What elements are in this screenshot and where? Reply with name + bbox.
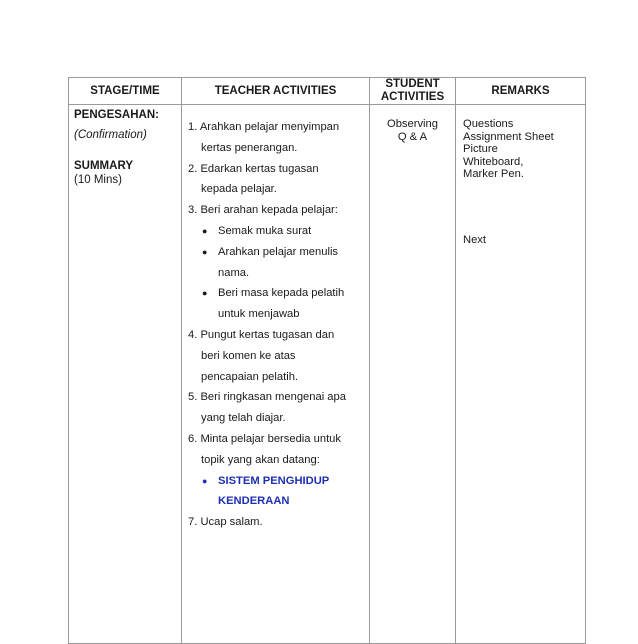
- stage-time: (10 Mins): [74, 174, 122, 186]
- header-row: [69, 78, 586, 105]
- summary-label: SUMMARY: [74, 160, 133, 172]
- bullet-icon: ●: [202, 475, 208, 486]
- teacher-step-6: 6. Minta pelajar bersedia untuk: [188, 432, 341, 445]
- bullet-text-cont: KENDERAAN: [218, 495, 290, 508]
- bullet-item: [188, 242, 369, 263]
- stage-subtitle: (Confirmation): [74, 129, 147, 141]
- bullet-text: Semak muka surat: [218, 224, 312, 237]
- bullet-item: [188, 221, 369, 242]
- teacher-step-1: 1. Arahkan pelajar menyimpan: [188, 121, 340, 133]
- teacher-step-7: 7. Ucap salam.: [188, 516, 263, 529]
- teacher-step-3: 3. Beri arahan kepada pelajar:: [188, 204, 338, 217]
- teacher-step-5: 5. Beri ringkasan mengenai apa: [188, 391, 346, 404]
- remark-item: Marker Pen.: [463, 168, 524, 180]
- bullet-text: Arahkan pelajar menulis: [218, 245, 339, 258]
- bullet-text-cont: untuk menjawab: [218, 308, 300, 321]
- student-activity-observing: Observing: [387, 118, 438, 130]
- teacher-step-6-cont: topik yang akan datang:: [201, 453, 320, 466]
- teacher-step-4-cont: pencapaian pelatih.: [201, 370, 299, 383]
- bullet-text-cont: nama.: [218, 266, 250, 279]
- stage-cell: [69, 105, 182, 644]
- header-teacher-activities: TEACHER ACTIVITIES: [182, 78, 370, 105]
- student-activities-cell: [370, 105, 456, 644]
- remarks-cell: [456, 105, 586, 644]
- header-stage-time: STAGE/TIME: [69, 78, 182, 105]
- stage-title: PENGESAHAN:: [74, 109, 159, 121]
- remark-item: Assignment Sheet: [463, 130, 554, 143]
- bullet-icon: ●: [202, 225, 208, 236]
- bullet-icon: ●: [202, 246, 208, 257]
- student-activity-qa: Q & A: [397, 131, 428, 143]
- remark-item: Questions: [463, 118, 514, 130]
- header-student-activities: [370, 78, 456, 105]
- lesson-plan-table: [68, 77, 586, 644]
- bullet-text: SISTEM PENGHIDUP: [218, 474, 330, 487]
- remark-item: Picture: [463, 143, 498, 155]
- header-remarks: REMARKS: [456, 78, 586, 105]
- content-row: [69, 105, 586, 644]
- remark-next: Next: [463, 233, 487, 246]
- header-student-line1: STUDENT: [385, 78, 440, 90]
- bullet-item: [188, 283, 369, 304]
- bullet-icon: ●: [202, 288, 208, 299]
- teacher-step-5-cont: yang telah diajar.: [201, 412, 286, 425]
- teacher-step-4: 4. Pungut kertas tugasan dan: [188, 328, 335, 341]
- teacher-step-2-cont: kepada pelajar.: [201, 183, 277, 196]
- teacher-step-2: 2. Edarkan kertas tugasan: [188, 162, 319, 175]
- teacher-step-4-cont: beri komen ke atas: [201, 349, 296, 362]
- remark-item: Whiteboard,: [463, 155, 524, 168]
- bullet-text: Beri masa kepada pelatih: [218, 287, 345, 300]
- teacher-activities-cell: [182, 105, 370, 644]
- header-student-line2: ACTIVITIES: [380, 91, 445, 103]
- teacher-step-1-cont: kertas penerangan.: [201, 141, 298, 154]
- bullet-item-highlight: [188, 471, 369, 492]
